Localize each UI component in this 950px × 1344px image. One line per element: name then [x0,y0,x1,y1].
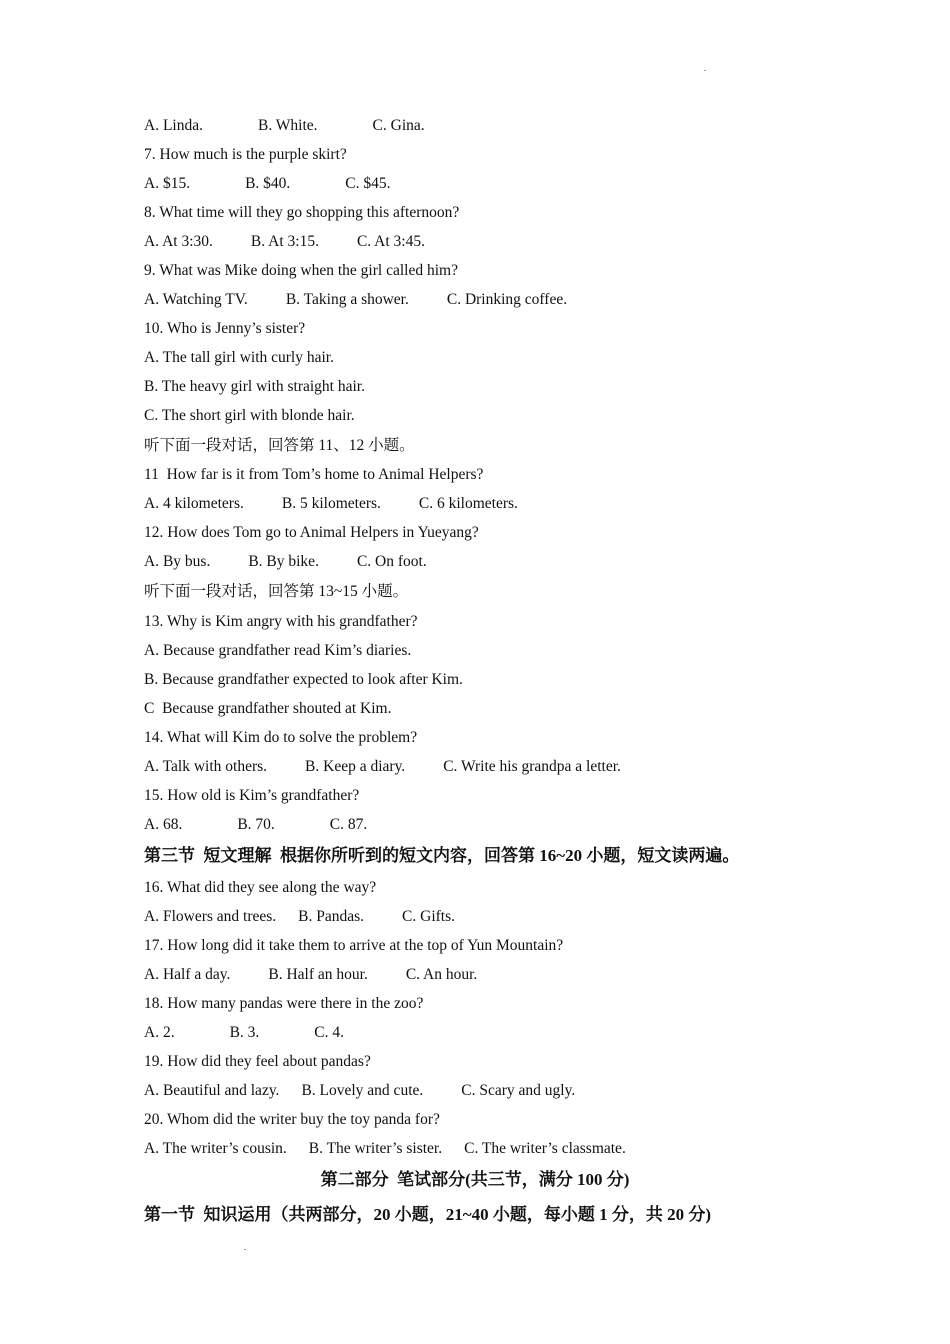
question-text: 9. What was Mike doing when the girl called him? [144,262,458,279]
answer-option: C. On foot. [356,553,427,570]
answer-option: A. $15. [144,175,191,192]
answer-option: C. The writer’s classmate. [464,1140,626,1157]
section-heading: 第二部分 笔试部分(共三节，满分 100 分) [320,1170,630,1189]
section-heading: 第三节 短文理解 根据你所听到的短文内容，回答第 16~20 小题，短文读两遍。 [144,846,740,865]
answer-option: A. 68. [144,816,183,833]
answer-option: B. Taking a shower. [285,291,409,308]
answer-options [144,290,567,310]
answer-option: B. 3. [229,1024,260,1041]
answer-option: C. $45. [345,175,391,192]
answer-options [144,907,455,927]
question-text: A. The tall girl with curly hair. [144,349,334,366]
question-text: 15. How old is Kim’s grandfather? [144,787,360,804]
answer-options [144,552,427,572]
question-text: C. The short girl with blonde hair. [144,407,355,424]
answer-option: C. Gina. [372,117,425,134]
question-text: 13. Why is Kim angry with his grandfather? [144,613,418,630]
question-text: A. Because grandfather read Kim’s diaries. [144,642,412,659]
answer-option: C. At 3:45. [356,233,425,250]
answer-option: C. 87. [329,816,368,833]
question-text: 11 How far is it from Tom’s home to Animal Helpers? [144,466,484,483]
answer-option: C. Scary and ugly. [461,1082,576,1099]
scan-mark [244,1249,246,1250]
section-heading: 第一节 知识运用（共两部分，20 小题，21~40 小题，每小题 1 分，共 20 分) [144,1205,712,1224]
question-text: 20. Whom did the writer buy the toy panda for? [144,1111,440,1128]
answer-options [144,1081,575,1101]
question-text: 17. How long did it take them to arrive at the top of Yun Mountain? [144,937,564,954]
answer-option: C. Write his grandpa a letter. [443,758,621,775]
question-text: B. The heavy girl with straight hair. [144,378,365,395]
answer-options [144,116,425,136]
question-text: 14. What will Kim do to solve the problem? [144,729,418,746]
answer-option: A. Talk with others. [144,758,268,775]
scan-mark [704,70,706,71]
question-text: 听下面一段对话，回答第 13~15 小题。 [144,583,409,600]
answer-options [144,1139,626,1159]
question-text: 听下面一段对话，回答第 11、12 小题。 [144,437,415,454]
question-text: 7. How much is the purple skirt? [144,146,347,163]
answer-option: A. Half a day. [144,966,231,983]
answer-options [144,174,391,194]
answer-option: A. The writer’s cousin. [144,1140,287,1157]
question-text: C Because grandfather shouted at Kim. [144,700,392,717]
answer-option: B. White. [257,117,318,134]
answer-option: A. At 3:30. [144,233,213,250]
answer-options [144,757,621,777]
answer-option: C. 4. [314,1024,345,1041]
answer-options [144,232,425,252]
answer-option: B. Lovely and cute. [301,1082,424,1099]
answer-option: A. 4 kilometers. [144,495,244,512]
question-text: 18. How many pandas were there in the zoo? [144,995,424,1012]
answer-option: C. An hour. [405,966,478,983]
answer-option: A. Flowers and trees. [144,908,277,925]
question-text: 10. Who is Jenny’s sister? [144,320,306,337]
answer-options [144,965,477,985]
answer-option: B. 70. [237,816,275,833]
answer-option: B. Keep a diary. [305,758,406,775]
question-text: 12. How does Tom go to Animal Helpers in Yueyang? [144,524,479,541]
answer-option: A. Linda. [144,117,203,134]
answer-option: B. The writer’s sister. [308,1140,443,1157]
answer-option: C. Gifts. [402,908,455,925]
answer-option: A. Beautiful and lazy. [144,1082,280,1099]
answer-option: A. 2. [144,1024,175,1041]
answer-options [144,1023,344,1043]
question-text: 16. What did they see along the way? [144,879,377,896]
question-text: 8. What time will they go shopping this afternoon? [144,204,460,221]
answer-option: B. 5 kilometers. [281,495,381,512]
answer-option: B. By bike. [248,553,319,570]
answer-options [144,815,367,835]
answer-option: C. Drinking coffee. [446,291,568,308]
answer-option: B. $40. [245,175,291,192]
answer-option: B. Pandas. [298,908,365,925]
question-text: 19. How did they feel about pandas? [144,1053,371,1070]
answer-option: B. At 3:15. [250,233,319,250]
answer-option: A. By bus. [144,553,211,570]
question-text: B. Because grandfather expected to look after Kim. [144,671,463,688]
answer-option: C. 6 kilometers. [418,495,518,512]
answer-options [144,494,518,514]
answer-option: A. Watching TV. [144,291,248,308]
answer-option: B. Half an hour. [268,966,368,983]
